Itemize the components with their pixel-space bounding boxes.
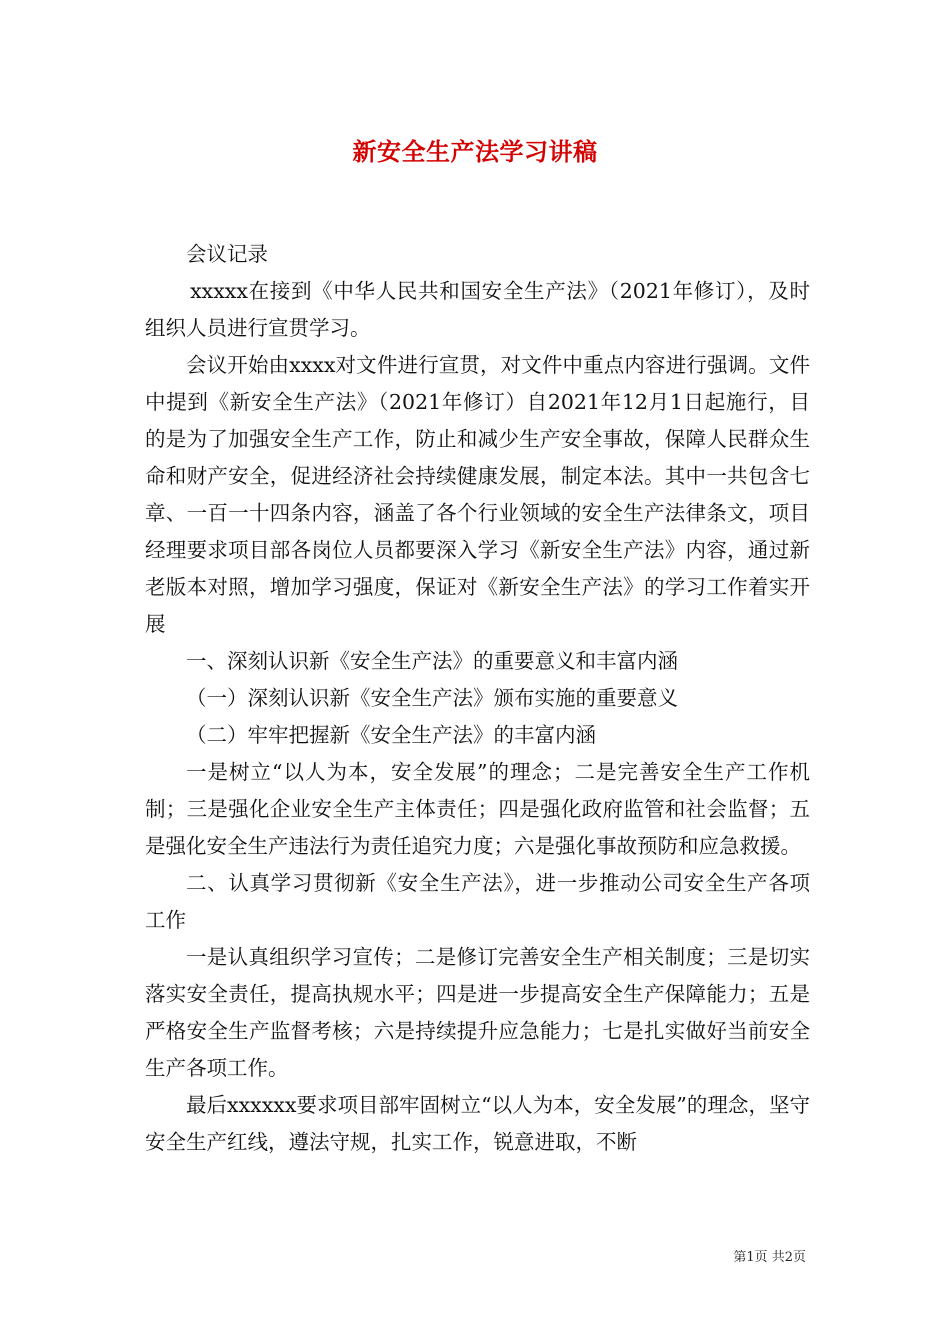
paragraph-conclusion: 最后xxxxxx要求项目部牢固树立“以人为本，安全发展”的理念，坚守安全生产红线，遵法守规，扎实工作，锐意进取，不断 xyxy=(145,1093,810,1154)
section-heading-2: 二、认真学习贯彻新《安全生产法》，进一步推动公司安全生产各项工作 xyxy=(145,871,810,932)
paragraph-work-items: 一是认真组织学习宣传；二是修订完善安全生产相关制度；三是切实落实安全责任，提高执规水平；四是进一步提高安全生产保障能力；五是严格安全生产监督考核；六是持续提升应急能力；七是扎实做好当前安全生产各项工作。 xyxy=(145,945,810,1080)
paragraph-meeting-content: 会议开始由xxxx对文件进行宣贯，对文件中重点内容进行强调。文件中提到《新安全生产法》（2021年修订）自2021年12月1日起施行，目的是为了加强安全生产工作，防止和减少生产安全事故，保障人民群众生命和财产安全，促进经济社会持续健康发展，制定本法。其中一共包含七章、一百一十四条内容，涵盖了各个行业领域的安全生产法律条文，项目经理要求项目部各岗位人员都要深入学习《新安全生产法》内容，通过新老版本对照，增加学习强度，保证对《新安全生产法》的学习工作着实开展 xyxy=(145,353,810,636)
document-body xyxy=(145,236,810,1161)
document-title: 新安全生产法学习讲稿 xyxy=(352,137,598,166)
paragraph-meeting-record: 会议记录 xyxy=(186,242,268,266)
paragraph-intro: xxxxx在接到《中华人民共和国安全生产法》（2021年修订），及时组织人员进行宣贯学习。 xyxy=(145,279,810,340)
page-number: 第1页 共2页 xyxy=(733,1250,806,1265)
paragraph-key-points: 一是树立“以人为本，安全发展”的理念；二是完善安全生产工作机制；三是强化企业安全生产主体责任；四是强化政府监管和社会监督；五是强化安全生产违法行为责任追究力度；六是强化事故预防和应急救援。 xyxy=(145,760,810,858)
subsection-heading-1: （一）深刻认识新《安全生产法》颁布实施的重要意义 xyxy=(186,686,678,710)
subsection-heading-2: （二）牢牢把握新《安全生产法》的丰富内涵 xyxy=(186,723,596,747)
section-heading-1: 一、深刻认识新《安全生产法》的重要意义和丰富内涵 xyxy=(186,649,678,673)
